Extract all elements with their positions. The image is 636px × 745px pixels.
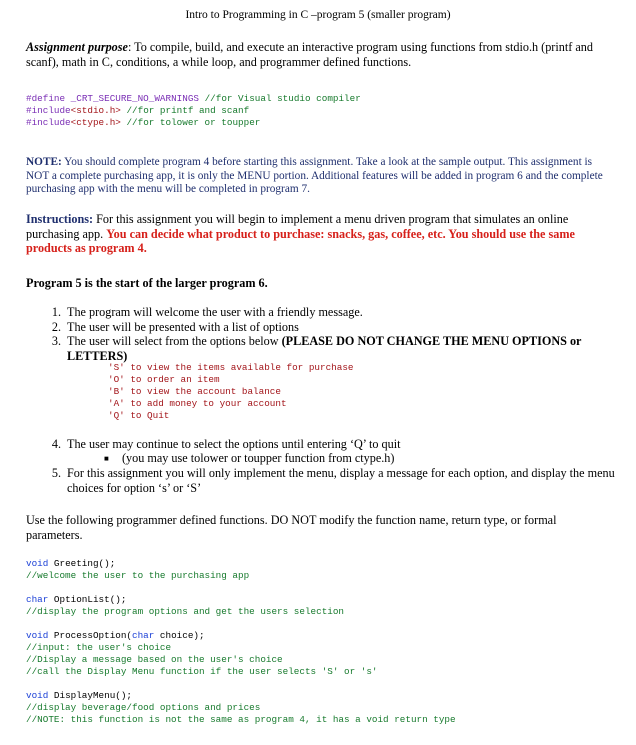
include-line-3: [26, 117, 260, 129]
step-3: [47, 334, 617, 364]
page-title: Intro to Programming in C –program 5 (smaller program): [185, 9, 451, 21]
function-signature: Greeting();: [48, 558, 116, 569]
include-header: <stdio.h>: [70, 105, 121, 116]
functions-intro: Use the following programmer defined functions. DO NOT modify the function name, return type, or formal parameters.: [26, 513, 557, 542]
include-line-1: [26, 93, 361, 105]
step-number: 4.: [51, 437, 61, 451]
displaymenu-comment-1: //display beverage/food options and prices: [26, 702, 261, 713]
include-comment: //for tolower or toupper: [126, 117, 261, 128]
step-text: For this assignment you will only implement the menu, display a message for each option, and display the menu choices for option ‘s’ or ‘S’: [67, 466, 615, 495]
optionlist-comment: //display the program options and get the users selection: [26, 606, 345, 617]
menu-option-a: 'A' to add money to your account: [108, 398, 287, 409]
processoption-prototype: [26, 630, 205, 642]
step-text: The user will be presented with a list of options: [67, 320, 299, 334]
instructions-highlight: You can decide what product to purchase: snacks, gas, coffee, etc. You should use the same products as program 4.: [26, 226, 575, 255]
processoption-comment-1: //input: the user's choice: [26, 642, 172, 653]
step-number: 1.: [51, 305, 61, 319]
step-text: The user may continue to select the options until entering ‘Q’ to quit: [67, 437, 401, 451]
step-4-subtext: (you may use tolower or toupper function from ctype.h): [122, 451, 395, 465]
define-directive: #define: [26, 93, 66, 104]
instructions-paragraph: [26, 212, 616, 256]
include-header: <ctype.h>: [70, 117, 121, 128]
greeting-comment: //welcome the user to the purchasing app: [26, 570, 250, 581]
instructions-label: Instructions:: [26, 212, 94, 226]
step-number: 3.: [51, 334, 61, 348]
step-text: The program will welcome the user with a friendly message.: [67, 305, 363, 319]
note-text: You should complete program 4 before starting this assignment. Take a look at the sample output. This assignment is NOT a complete purchasing app, it is only the MENU portion. Additional features will be added in program 6 and the complete purchasing app with the menu will be completed in program 7.: [26, 156, 603, 195]
note-paragraph: [26, 156, 616, 197]
step-3-text: The user will select from the options below: [67, 334, 282, 348]
menu-option-o: 'O' to order an item: [108, 374, 220, 385]
menu-option-q: 'Q' to Quit: [108, 410, 170, 421]
include-directive: #include: [26, 117, 71, 128]
return-type: char: [26, 594, 49, 605]
note-label: NOTE:: [26, 156, 62, 168]
include-directive: #include: [26, 105, 71, 116]
include-comment: //for printf and scanf: [126, 105, 250, 116]
step-text: [67, 334, 617, 363]
purpose-label: Assignment purpose: [26, 40, 128, 54]
define-name: _CRT_SECURE_NO_WARNINGS: [70, 93, 199, 104]
return-type: void: [26, 558, 49, 569]
function-signature-end: choice);: [154, 630, 205, 641]
return-type: void: [26, 690, 49, 701]
greeting-prototype: [26, 558, 115, 570]
function-signature: OptionList();: [48, 594, 127, 605]
function-signature: ProcessOption(: [48, 630, 133, 641]
menu-option-b: 'B' to view the account balance: [108, 386, 281, 397]
bullet-icon: ■: [104, 454, 109, 463]
define-comment: //for Visual studio compiler: [204, 93, 361, 104]
menu-option-s: 'S' to view the items available for purchase: [108, 362, 354, 373]
optionlist-prototype: [26, 594, 126, 606]
step-number: 2.: [51, 320, 61, 334]
processoption-comment-2: //Display a message based on the user's choice: [26, 654, 283, 665]
param-type: char: [132, 630, 155, 641]
program-heading: Program 5 is the start of the larger program 6.: [26, 276, 268, 290]
displaymenu-comment-2: //NOTE: this function is not the same as program 4, it has a void return type: [26, 714, 456, 725]
purpose-text: : To compile, build, and execute an interactive program using functions from stdio.h (printf and scanf), math in C, conditions, a while loop, and programmer defined functions.: [26, 40, 593, 69]
step-number: 5.: [51, 466, 61, 480]
function-signature: DisplayMenu();: [48, 690, 133, 701]
return-type: void: [26, 630, 49, 641]
include-line-2: [26, 105, 249, 117]
instructions-text: For this assignment you will begin to implement a menu driven program that simulates an online purchasing app.: [26, 212, 569, 241]
processoption-comment-3: //call the Display Menu function if the user selects 'S' or 's': [26, 666, 378, 677]
step-3-emphasis: (PLEASE DO NOT CHANGE THE MENU OPTIONS or LETTERS): [67, 334, 582, 363]
displaymenu-prototype: [26, 690, 132, 702]
assignment-purpose: [26, 40, 616, 69]
